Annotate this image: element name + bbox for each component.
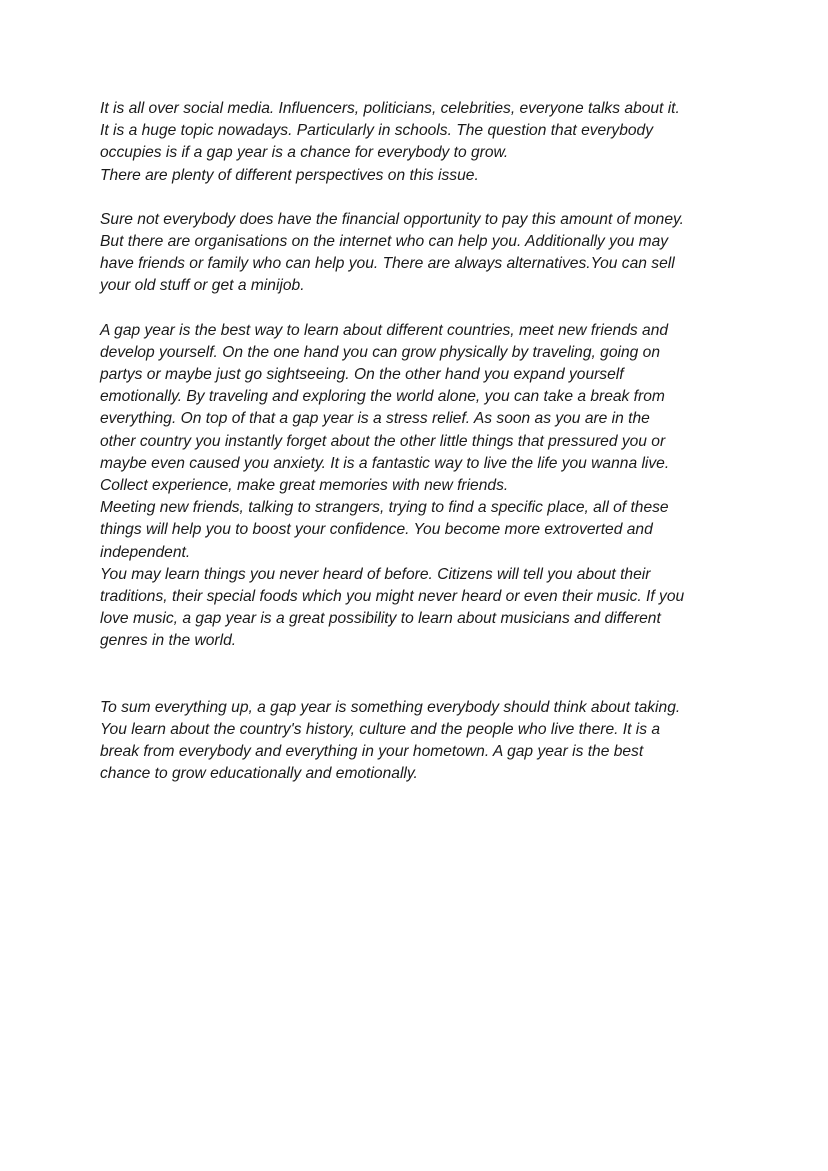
- text-line: occupies is if a gap year is a chance for everybody to grow.: [100, 144, 509, 162]
- text-line: love music, a gap year is a great possibility to learn about musicians and different: [100, 610, 661, 628]
- text-line: There are plenty of different perspectives on this issue.: [100, 166, 479, 184]
- text-line: things will help you to boost your confidence. You become more extroverted and: [100, 521, 653, 539]
- text-line: emotionally. By traveling and exploring the world alone, you can take a break from: [100, 388, 665, 406]
- text-line: You learn about the country's history, culture and the people who live there. It is a: [100, 720, 661, 738]
- text-line: Sure not everybody does have the financial opportunity to pay this amount of money.: [100, 210, 684, 228]
- text-line: Collect experience, make great memories with new friends.: [100, 477, 509, 495]
- text-line: You may learn things you never heard of before. Citizens will tell you about their: [100, 565, 651, 583]
- paragraph-benefits: [100, 320, 740, 653]
- text-line: But there are organisations on the internet who can help you. Additionally you may: [100, 233, 669, 251]
- text-line: independent.: [100, 543, 191, 561]
- text-line: chance to grow educationally and emotionally.: [100, 765, 418, 783]
- text-line: your old stuff or get a minijob.: [100, 277, 305, 295]
- text-line: It is a huge topic nowadays. Particularly in schools. The question that everybody: [100, 122, 654, 140]
- text-line: break from everybody and everything in your hometown. A gap year is the best: [100, 743, 644, 761]
- text-line: maybe even caused you anxiety. It is a fantastic way to live the life you wanna live.: [100, 454, 670, 472]
- text-line: genres in the world.: [100, 632, 237, 650]
- paragraph-spacer: [100, 298, 740, 320]
- paragraph-intro: [100, 98, 740, 187]
- text-line: everything. On top of that a gap year is a stress relief. As soon as you are in the: [100, 410, 650, 428]
- text-line: have friends or family who can help you. There are always alternatives.You can sell: [100, 255, 675, 273]
- text-line: develop yourself. On the one hand you can grow physically by traveling, going on: [100, 343, 660, 361]
- text-line: partys or maybe just go sightseeing. On the other hand you expand yourself: [100, 366, 624, 384]
- text-line: traditions, their special foods which you might never heard or even their music. If you: [100, 588, 685, 606]
- text-line: other country you instantly forget about the other little things that pressured you or: [100, 432, 666, 450]
- paragraph-financial: [100, 209, 740, 298]
- paragraph-spacer: [100, 187, 740, 209]
- paragraph-conclusion: [100, 697, 740, 786]
- text-line: It is all over social media. Influencers, politicians, celebrities, everyone talks about it.: [100, 100, 680, 117]
- text-line: To sum everything up, a gap year is something everybody should think about taking.: [100, 698, 681, 716]
- text-line: A gap year is the best way to learn about different countries, meet new friends and: [100, 321, 669, 339]
- document-page: [100, 98, 740, 785]
- text-line: Meeting new friends, talking to strangers, trying to find a specific place, all of these: [100, 499, 669, 517]
- paragraph-spacer: [100, 653, 740, 697]
